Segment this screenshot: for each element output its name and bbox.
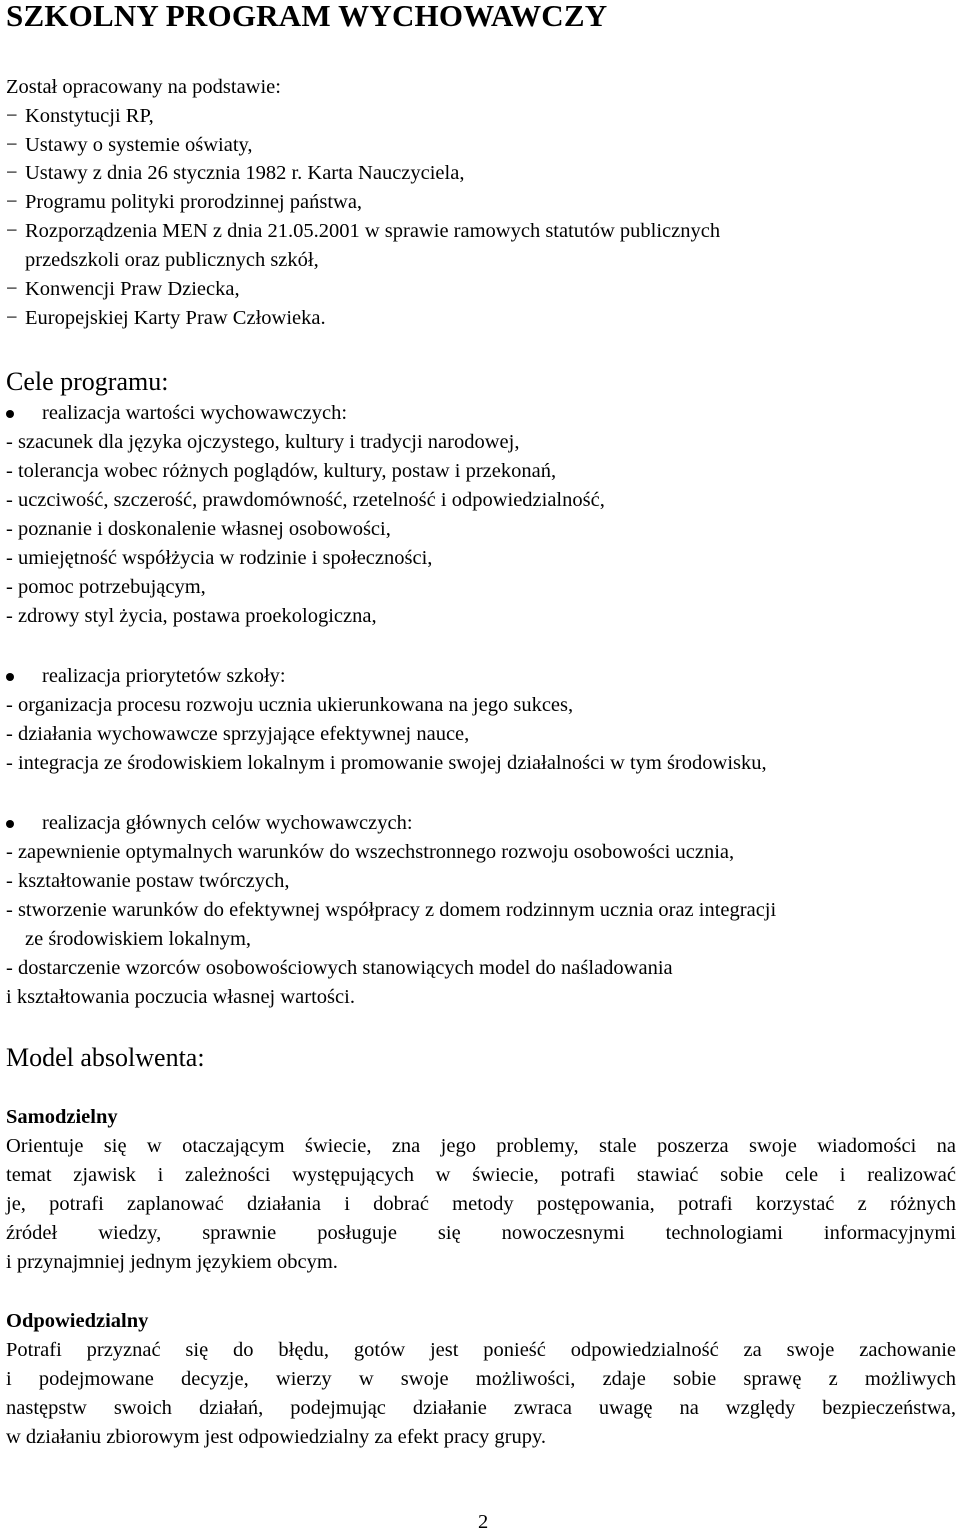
- source-item: − Rozporządzenia MEN z dnia 21.05.2001 w sprawie ramowych statutów publicznych: [6, 217, 720, 246]
- dash-icon: −: [6, 220, 18, 242]
- goals-bullet-values: realizacja wartości wychowawczych:: [6, 399, 347, 428]
- list-item: - umiejętność współżycia w rodzinie i społeczności,: [6, 547, 433, 569]
- dash-icon: −: [6, 105, 18, 127]
- list-item: - pomoc potrzebującym,: [6, 576, 206, 598]
- goals-heading: Cele programu:: [6, 367, 169, 396]
- source-item: − Programu polityki prorodzinnej państwa,: [6, 188, 362, 217]
- list-item: - stworzenie warunków do efektywnej współpracy z domem rodzinnym ucznia oraz integracji: [6, 899, 777, 921]
- list-item: - zdrowy styl życia, postawa proekologiczna,: [6, 605, 377, 627]
- list-item: - szacunek dla języka ojczystego, kultury i tradycji narodowej,: [6, 431, 520, 453]
- list-item-continuation: i kształtowania poczucia własnej wartości.: [6, 986, 355, 1008]
- list-item: - poznanie i doskonalenie własnej osobowości,: [6, 518, 391, 540]
- goals-bullet-priorities: realizacja priorytetów szkoły:: [6, 662, 286, 691]
- list-item: - organizacja procesu rozwoju ucznia ukierunkowana na jego sukces,: [6, 694, 574, 716]
- trait-label-independent: Samodzielny: [6, 1106, 118, 1128]
- list-item: - tolerancja wobec różnych poglądów, kultury, postaw i przekonań,: [6, 460, 557, 482]
- list-item: - zapewnienie optymalnych warunków do wszechstronnego rozwoju osobowości ucznia,: [6, 841, 735, 863]
- dash-icon: −: [6, 162, 18, 184]
- bullet-icon: [6, 820, 14, 828]
- dash-icon: −: [6, 307, 18, 329]
- source-item: − Konwencji Praw Dziecka,: [6, 275, 240, 304]
- list-item: - działania wychowawcze sprzyjające efektywnej nauce,: [6, 723, 470, 745]
- source-item: − Europejskiej Karty Praw Człowieka.: [6, 304, 326, 333]
- trait-label-responsible: Odpowiedzialny: [6, 1310, 149, 1332]
- bullet-icon: [6, 410, 14, 418]
- source-item-continuation: przedszkoli oraz publicznych szkół,: [25, 249, 319, 271]
- list-item: - integracja ze środowiskiem lokalnym i promowanie swojej działalności w tym środowisku,: [6, 752, 767, 774]
- trait-description-responsible: Potrafi przyznać się do błędu, gotów jest ponieść odpowiedzialność za swoje zachowanie i podejmowane decyzje, wierzy w swoje możliwości, zdaje sobie sprawę z możliwych następstw swoich działań, podejmując działanie zwraca uwagę na względy bezpieczeństwa, w działaniu zbiorowym jest odpowiedzialny za efekt pracy grupy.: [6, 1339, 956, 1448]
- source-item: − Konstytucji RP,: [6, 102, 154, 131]
- list-item: - dostarczenie wzorców osobowościowych stanowiących model do naśladowania: [6, 957, 673, 979]
- page-title: SZKOLNY PROGRAM WYCHOWAWCZY: [6, 0, 608, 33]
- source-item: − Ustawy z dnia 26 stycznia 1982 r. Karta Nauczyciela,: [6, 159, 464, 188]
- bullet-icon: [6, 673, 14, 681]
- source-item: − Ustawy o systemie oświaty,: [6, 131, 253, 160]
- page-number: 2: [478, 1511, 489, 1533]
- graduate-heading: Model absolwenta:: [6, 1043, 205, 1072]
- goals-bullet-main-goals: realizacja głównych celów wychowawczych:: [6, 809, 413, 838]
- dash-icon: −: [6, 134, 18, 156]
- list-item-continuation: ze środowiskiem lokalnym,: [25, 928, 252, 950]
- trait-description-independent: Orientuje się w otaczającym świecie, zna jego problemy, stale poszerza swoje wiadomości na temat zjawisk i zależności występujących w świecie, potrafi stawiać sobie cele i realizować je, potrafi zaplanować działania i dobrać metody postępowania, potrafi korzystać z różnych źródeł wiedzy, sprawnie posługuje się nowoczesnymi technologiami informacyjnymi i przynajmniej jednym językiem obcym.: [6, 1135, 956, 1273]
- list-item: - uczciwość, szczerość, prawdomówność, rzetelność i odpowiedzialność,: [6, 489, 605, 511]
- dash-icon: −: [6, 278, 18, 300]
- list-item: - kształtowanie postaw twórczych,: [6, 870, 290, 892]
- dash-icon: −: [6, 191, 18, 213]
- sources-intro: Został opracowany na podstawie:: [6, 76, 281, 98]
